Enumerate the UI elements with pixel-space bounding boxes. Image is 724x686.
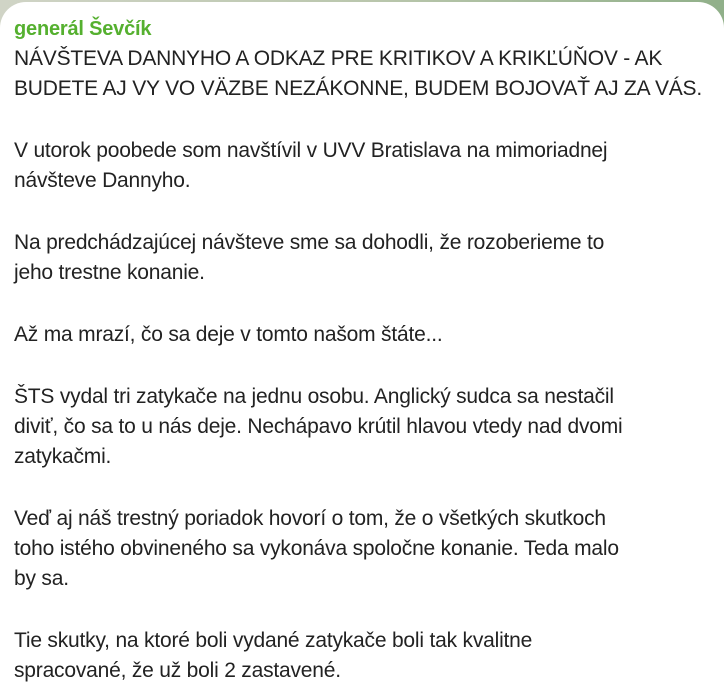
paragraph: NÁVŠTEVA DANNYHO A ODKAZ PRE KRITIKOV A KRIKĽÚŇOV - AK BUDETE AJ VY VO VÄZBE NEZÁKONNE, BUDEM BOJOVAŤ AJ ZA VÁS. <box>14 47 702 100</box>
paragraph: Až ma mrazí, čo sa deje v tomto našom štáte... <box>14 323 443 346</box>
paragraph: V utorok poobede som navštívil v UVV Bratislava na mimoriadnej návšteve Dannyho. <box>14 139 608 192</box>
message-bubble <box>0 2 724 684</box>
message-text <box>14 44 710 686</box>
channel-name[interactable]: generál Ševčík <box>14 18 152 40</box>
paragraph: ŠTS vydal tri zatykače na jednu osobu. Anglický sudca sa nestačil diviť, čo sa to u nás deje. Nechápavo krútil hlavou vtedy nad dvomi zatykačmi. <box>14 385 623 468</box>
paragraph: Na predchádzajúcej návšteve sme sa dohodli, že rozoberieme to jeho trestne konanie. <box>14 231 605 284</box>
paragraph: Veď aj náš trestný poriadok hovorí o tom, že o všetkých skutkoch toho istého obvineného sa vykonáva spoločne konanie. Teda malo by sa. <box>14 507 619 590</box>
paragraph: Tie skutky, na ktoré boli vydané zatykače boli tak kvalitne spracované, že už boli 2 zastavené. <box>14 629 533 682</box>
